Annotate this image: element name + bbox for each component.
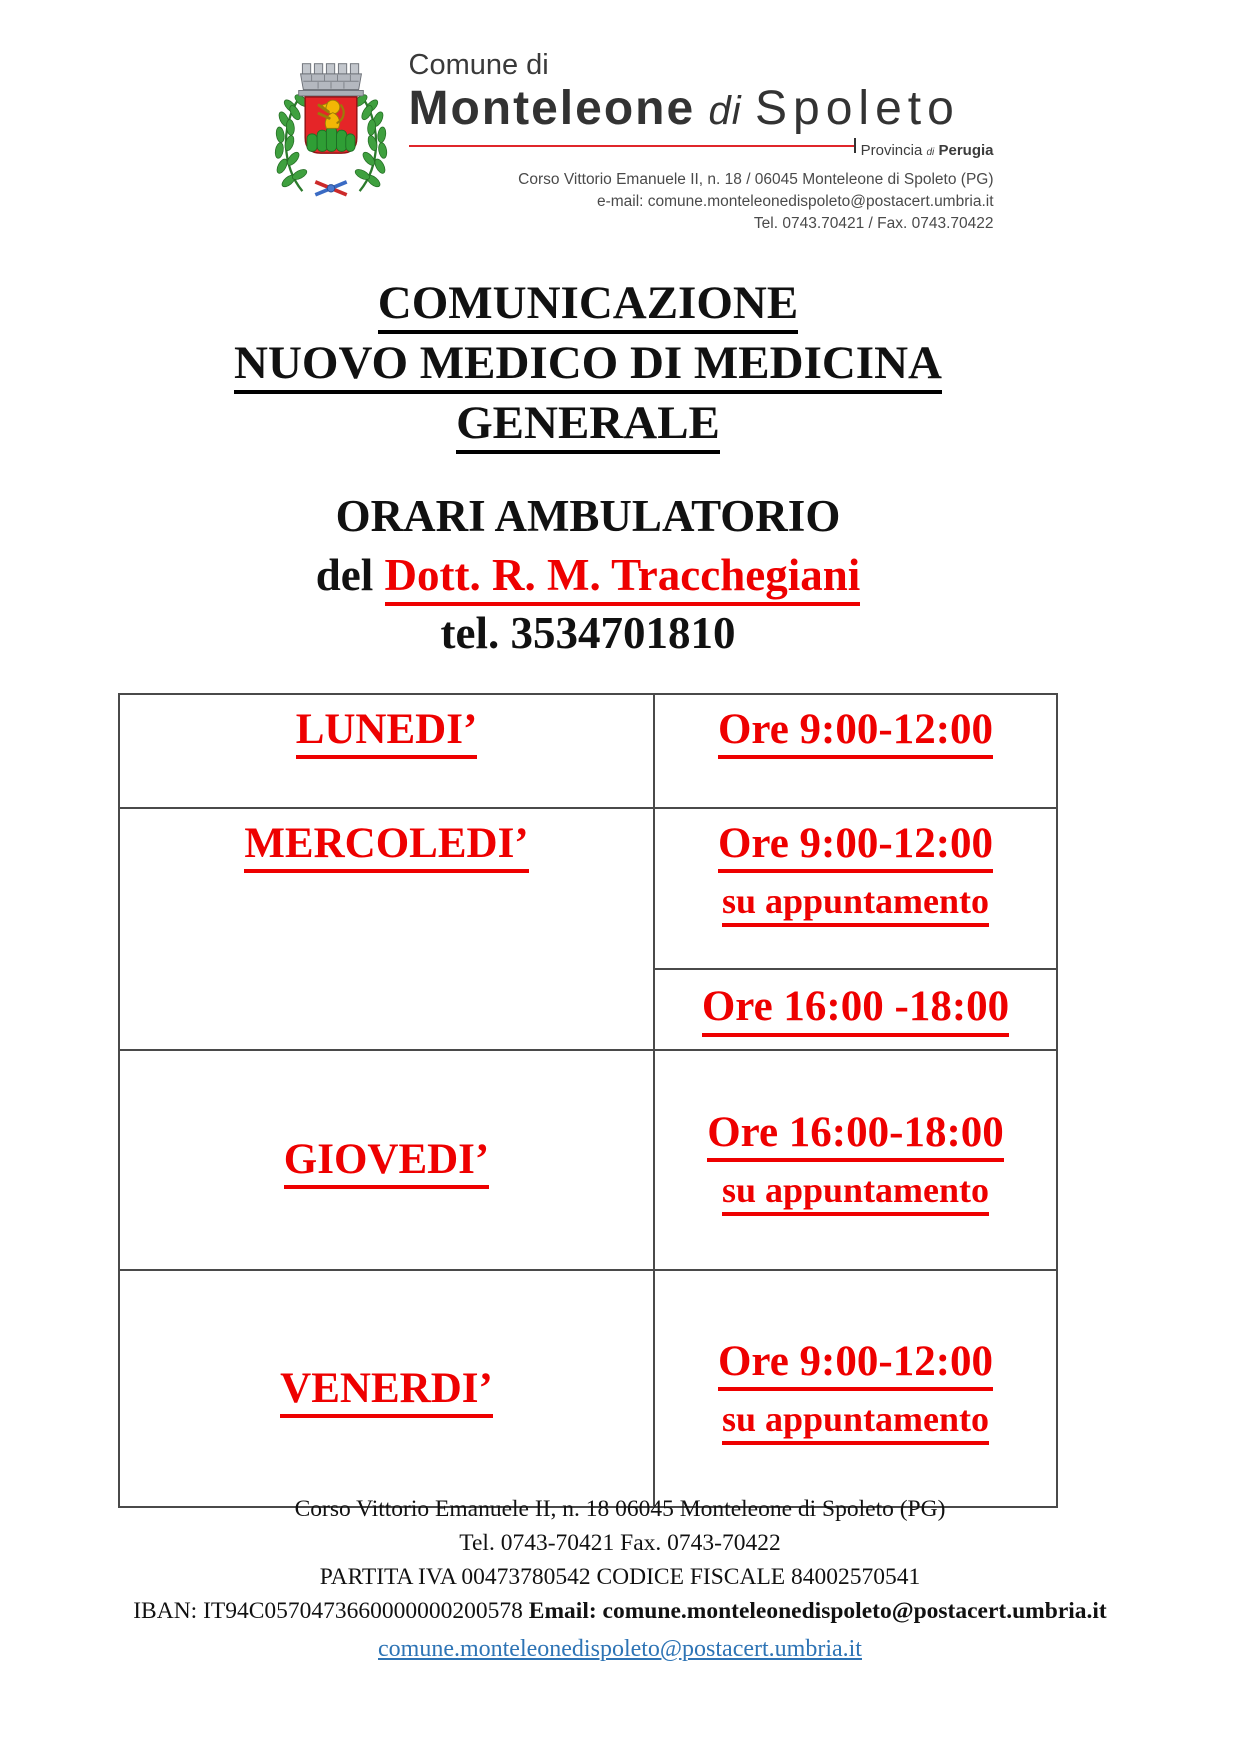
schedule-table [118,693,1058,1508]
subtitle-line2: del Dott. R. M. Tracchegiani [118,546,1058,605]
letterhead-address [409,169,994,235]
phone-line: Tel. 0743.70421 / Fax. 0743.70422 [753,214,994,232]
org-line: Comune di [408,49,549,81]
mural-crown [298,64,363,96]
province-line: Provincia di Perugia [860,141,994,159]
subtitle [118,487,1058,663]
title-line2: NUOVO MEDICO DI MEDICINA GENERALE [234,337,942,454]
hours-cell: Ore 16:00-18:00 su appuntamento [655,1051,1056,1269]
hours-subcell-afternoon: Ore 16:00 -18:00 [655,970,1056,1049]
address-line: Corso Vittorio Emanuele II, n. 18 / 06045 Monteleone di Spoleto (PG) [518,170,994,188]
footer-address: Corso Vittorio Emanuele II, n. 18 06045 Monteleone di Spoleto (PG) [294,1496,946,1522]
table-row-venerdi [120,1271,1056,1506]
table-row-lunedi [120,695,1056,809]
footer-fiscal: PARTITA IVA 00473780542 CODICE FISCALE 84002570541 [319,1564,921,1590]
ribbon [315,182,346,195]
day-cell: GIOVEDI’ [120,1051,655,1269]
footer-email-link[interactable]: comune.monteleonedispoleto@postacert.umbria.it [378,1636,862,1662]
red-rule [409,145,854,147]
day-cell: MERCOLEDI’ [120,809,655,1049]
municipal-crest-icon [271,22,391,235]
table-row-giovedi [120,1051,1056,1271]
hours-cell: Ore 9:00-12:00 su appuntamento [655,1271,1056,1506]
title-line1: COMUNICAZIONE [378,277,798,334]
doctor-name: Dott. R. M. Tracchegiani [385,550,861,606]
day-cell: VENERDI’ [120,1271,655,1506]
document-body [118,273,1058,1508]
hours-subcell-morning: Ore 9:00-12:00 su appuntamento [655,809,1056,970]
table-row-mercoledi [120,809,1056,1051]
hours-cell: Ore 9:00-12:00 [655,695,1056,807]
subtitle-line1: ORARI AMBULATORIO [335,491,841,542]
footer-iban-email: IBAN: IT94C0570473660000000200578 Email: comune.monteleonedispoleto@postacert.umbria.it [133,1598,1107,1624]
day-cell: LUNEDI’ [120,695,655,807]
org-name: Monteleone di Spoleto [408,81,960,135]
letterhead [12,0,1240,235]
footer [0,1492,1240,1666]
hours-cell [655,809,1056,1049]
main-title [118,273,1058,453]
footer-phone: Tel. 0743-70421 Fax. 0743-70422 [459,1530,781,1556]
email-line: e-mail: comune.monteleonedispoleto@postacert.umbria.it [596,192,994,210]
letterhead-text [409,22,994,235]
logo-underline [409,136,994,159]
subtitle-phone: tel. 3534701810 [440,608,736,659]
